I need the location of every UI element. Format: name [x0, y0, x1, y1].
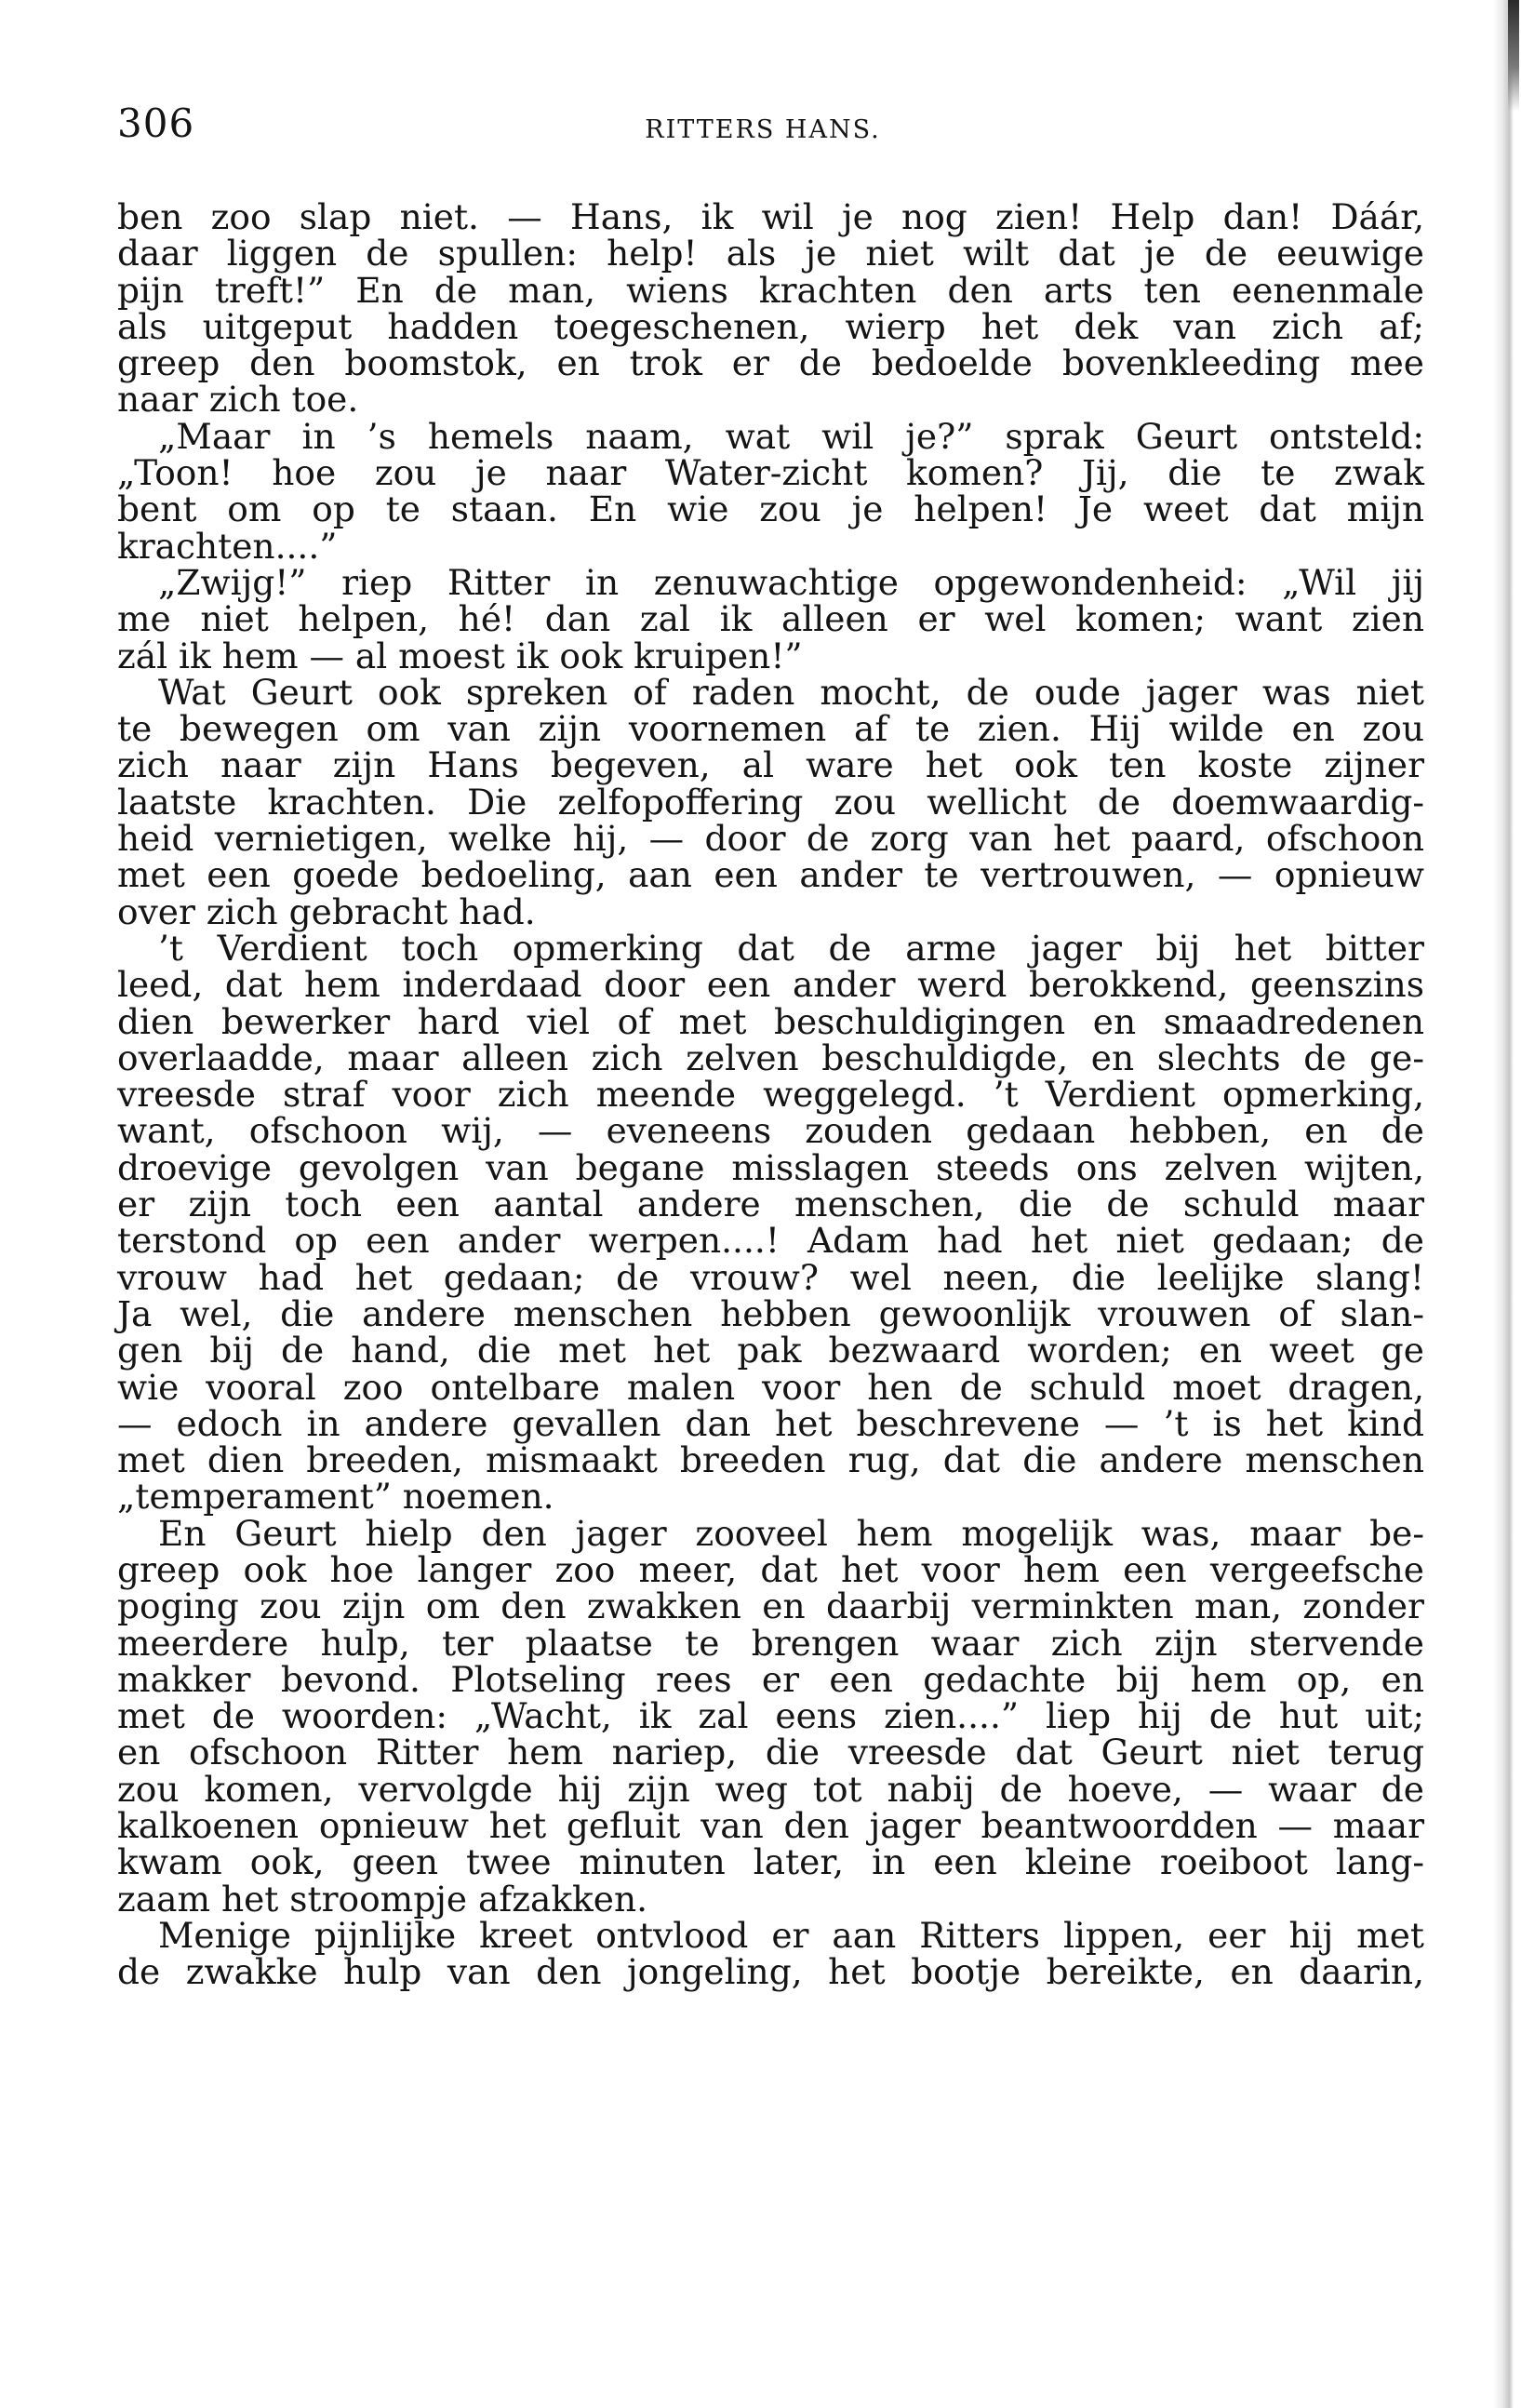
text-line: — edoch in andere gevallen dan het beschrevene — ’t is het kind: [117, 1402, 1424, 1444]
text-line: Wat Geurt ook spreken of raden mocht, de oude jager was niet: [158, 671, 1424, 713]
text-line: greep den boomstok, en trok er de bedoelde bovenkleeding mee: [117, 342, 1424, 384]
text-line: Ja wel, die andere menschen hebben gewoonlijk vrouwen of slan-: [117, 1292, 1424, 1334]
text-line: vreesde straf voor zich meende weggelegd. ’t Verdient opmerking,: [117, 1074, 1424, 1116]
text-line: pijn treft!” En de man, wiens krachten den arts ten eenenmale: [117, 269, 1424, 311]
text-line: kalkoenen opnieuw het gefluit van den jager beantwoordden — maar: [117, 1805, 1424, 1847]
text-line: terstond op een ander werpen....! Adam had het niet gedaan; de: [117, 1220, 1424, 1262]
text-line: makker bevond. Plotseling rees er een gedachte bij hem op, en: [117, 1658, 1424, 1700]
page-edge-shadow: [1493, 0, 1514, 2408]
text-line: er zijn toch een aantal andere menschen, die de schuld maar: [117, 1184, 1424, 1225]
text-line: ’t Verdient toch opmerking dat de arme jager bij het bitter: [158, 927, 1424, 969]
text-line: gen bij de hand, die met het pak bezwaard worden; en weet ge: [117, 1330, 1424, 1371]
text-line: wie vooral zoo ontelbare malen voor hen de schuld moet dragen,: [117, 1366, 1424, 1408]
text-line: meerdere hulp, ter plaatse te brengen waar zich zijn stervende: [117, 1622, 1424, 1664]
text-line: over zich gebracht had.: [117, 890, 536, 932]
text-line: als uitgeput hadden toegeschenen, wierp het dek van zich af;: [117, 305, 1424, 347]
text-line: overlaadde, maar alleen zich zelven beschuldigde, en slechts de ge-: [117, 1037, 1424, 1078]
text-line: ben zoo slap niet. — Hans, ik wil je nog zien! Help dan! Dáár,: [117, 196, 1424, 237]
text-line: droevige gevolgen van begane misslagen steeds ons zelven wijten,: [117, 1146, 1424, 1188]
text-line: leed, dat hem inderdaad door een ander werd berokkend, geenszins: [117, 964, 1424, 1006]
text-line: met een goede bedoeling, aan een ander te vertrouwen, — opnieuw: [117, 854, 1424, 896]
text-line: heid vernietigen, welke hij, — door de zorg van het paard, ofschoon: [117, 818, 1424, 860]
text-line: „temperament” noemen.: [117, 1476, 554, 1518]
text-line: zou komen, vervolgde hij zijn weg tot nabij de hoeve, — waar de: [117, 1768, 1424, 1810]
text-line: met dien breeden, mismaakt breeden rug, dat die andere menschen: [117, 1439, 1424, 1481]
text-line: dien bewerker hard viel of met beschuldigingen en smaadredenen: [117, 1000, 1424, 1042]
text-line: naar zich toe.: [117, 379, 359, 421]
text-line: vrouw had het gedaan; de vrouw? wel neen, die leelijke slang!: [117, 1256, 1424, 1298]
text-line: met de woorden: „Wacht, ik zal eens zien....” liep hij de hut uit;: [117, 1695, 1424, 1737]
text-line: me niet helpen, hé! dan zal ik alleen er wel komen; want zien: [117, 598, 1424, 640]
text-line: zich naar zijn Hans begeven, al ware het ook ten koste zijner: [117, 744, 1424, 786]
text-line: want, ofschoon wij, — eveneens zouden gedaan hebben, en de: [117, 1110, 1424, 1152]
text-line: krachten....”: [117, 525, 338, 567]
running-title: RITTERS HANS.: [645, 115, 881, 144]
text-line: „Toon! hoe zou je naar Water-zicht komen? Jij, die te zwak: [117, 452, 1424, 494]
text-line: te bewegen om van zijn voornemen af te zien. Hij wilde en zou: [117, 708, 1424, 750]
body-text: [117, 196, 1424, 1993]
text-line: laatste krachten. Die zelfopoffering zou wellicht de doemwaardig-: [117, 781, 1424, 823]
text-line: bent om op te staan. En wie zou je helpen! Je weet dat mijn: [117, 488, 1424, 530]
text-line: de zwakke hulp van den jongeling, het bootje bereikte, en daarin,: [117, 1951, 1424, 1993]
text-line: zál ik hem — al moest ik ook kruipen!”: [117, 635, 803, 676]
text-line: greep ook hoe langer zoo meer, dat het voor hem een vergeefsche: [117, 1548, 1424, 1590]
text-line: „Zwijg!” riep Ritter in zenuwachtige opgewondenheid: „Wil jij: [158, 561, 1424, 603]
text-line: kwam ook, geen twee minuten later, in een kleine roeiboot lang-: [117, 1841, 1424, 1883]
page-number: 306: [117, 100, 195, 146]
text-line: zaam het stroompje afzakken.: [117, 1878, 648, 1920]
page-edge-mark: [1508, 0, 1519, 112]
text-line: „Maar in ’s hemels naam, wat wil je?” sprak Geurt ontsteld:: [158, 415, 1424, 457]
text-line: En Geurt hielp den jager zooveel hem mogelijk was, maar be-: [158, 1512, 1424, 1554]
text-line: poging zou zijn om den zwakken en daarbij verminkten man, zonder: [117, 1585, 1424, 1627]
text-line: daar liggen de spullen: help! als je niet wilt dat je de eeuwige: [117, 233, 1424, 274]
text-line: en ofschoon Ritter hem nariep, die vreesde dat Geurt niet terug: [117, 1732, 1424, 1773]
text-line: Menige pijnlijke kreet ontvlood er aan Ritters lippen, eer hij met: [158, 1914, 1424, 1956]
